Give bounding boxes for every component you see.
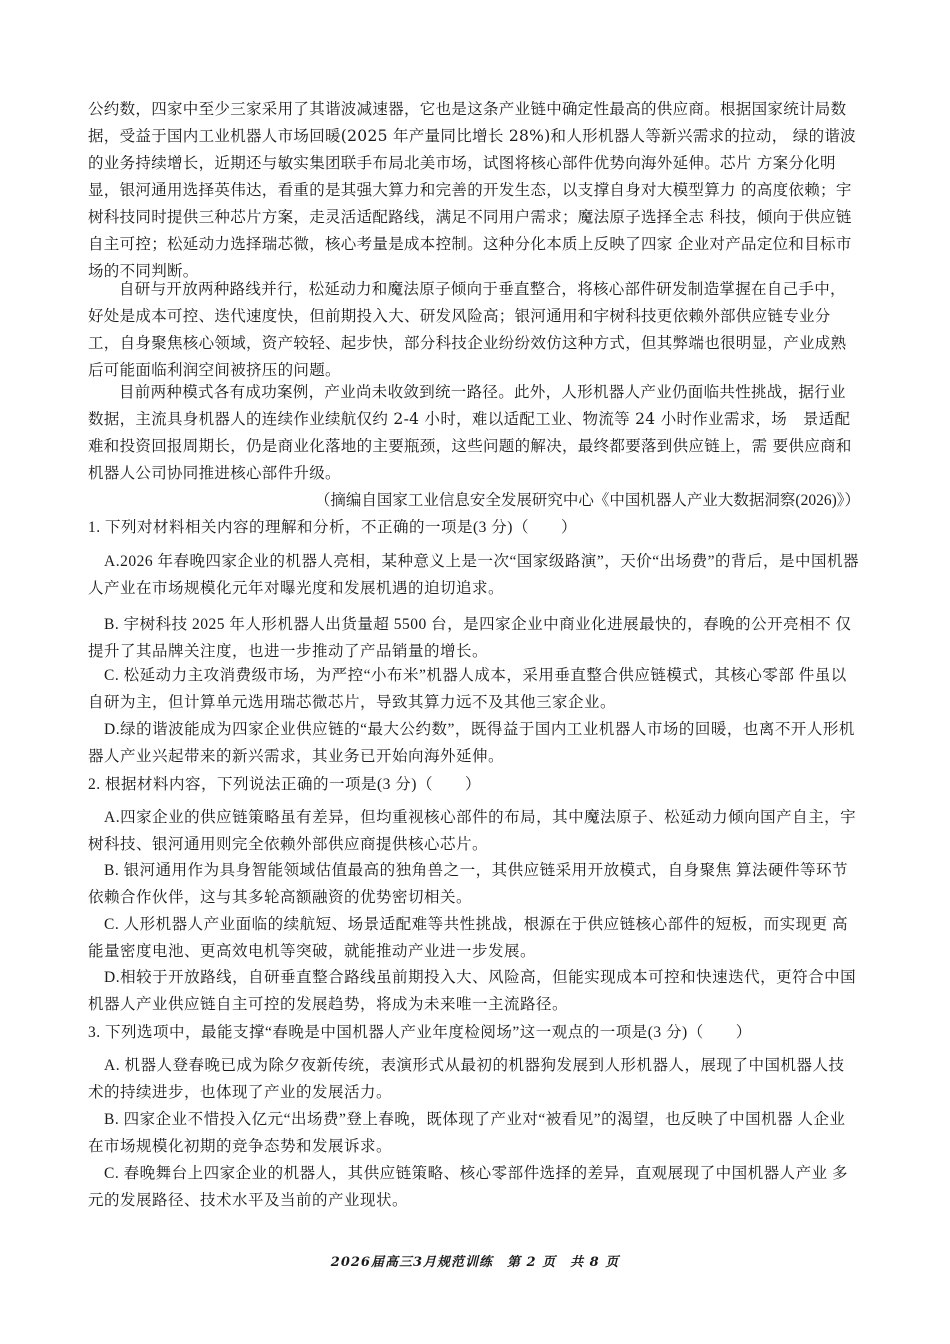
question-3-option-a: A. 机器人登春晚已成为除夕夜新传统，表演形式从最初的机器狗发展到人形机器人，展现了中国机器人技术的持续进步，也体现了产业的发展活力。: [88, 1057, 845, 1101]
question-3-stem: 3. 下列选项中，最能支撑“春晚是中国机器人产业年度检阅场”这一观点的一项是(3 分)（ ）: [88, 1024, 752, 1041]
question-2-stem: 2. 根据材料内容，下列说法正确的一项是(3 分)（ ）: [88, 776, 481, 793]
question-1-option-a: A.2026 年春晚四家企业的机器人亮相，某种意义上是一次“国家级路演”，天价“出场费”的背后，是中国机器人产业在市场规模化元年对曝光度和发展机遇的迫切追求。: [88, 553, 859, 597]
question-2-option-c: C. 人形机器人产业面临的续航短、场景适配难等共性挑战，根源在于供应链核心部件的短板，而实现更 高能量密度电池、更高效电机等突破，就能推动产业进一步发展。: [88, 916, 848, 960]
question-1-option-b: B. 宇树科技 2025 年人形机器人出货量超 5500 台，是四家企业中商业化进展最快的，春晚的公开亮相不 仅提升了其品牌关注度，也进一步推动了产品销量的增长。: [88, 616, 852, 660]
page-footer: 2026届高三3月规范训练 第 2 页 共 8 页: [330, 1255, 620, 1270]
question-2-option-a: A.四家企业的供应链策略虽有差异，但均重视核心部件的布局，其中魔法原子、松延动力倾向国产自主，宇树科技、银河通用则完全依赖外部供应商提供核心芯片。: [88, 809, 857, 853]
question-3-option-c: C. 春晚舞台上四家企业的机器人，其供应链策略、核心零部件选择的差异，直观展现了中国机器人产业 多元的发展路径、技术水平及当前的产业现状。: [88, 1165, 848, 1209]
question-3-option-b: B. 四家企业不惜投入亿元“出场费”登上春晚，既体现了产业对“被看见”的渴望，也反映了中国机器 人企业在市场规模化初期的竞争态势和发展诉求。: [88, 1111, 846, 1155]
question-2-option-d: D.相较于开放路线，自研垂直整合路线虽前期投入大、风险高，但能实现成本可控和快速迭代，更符合中国机器人产业供应链自主可控的发展趋势，将成为未来唯一主流路径。: [88, 969, 857, 1013]
question-1-option-c: C. 松延动力主攻消费级市场，为严控“小布米”机器人成本，采用垂直整合供应链模式，其核心零部 件虽以自研为主，但计算单元选用瑞芯微芯片，导致其算力远不及其他三家企业。: [88, 667, 847, 711]
source-citation: （摘编自国家工业信息安全发展研究中心《中国机器人产业大数据洞察(2026)》）: [314, 492, 860, 509]
passage-paragraph-2: 自研与开放两种路线并行，松延动力和魔法原子倾向于垂直整合，将核心部件研发制造掌握在自己手中，好处是成本可控、迭代速度快，但前期投入大、研发风险高；银河通用和宇树科技更依赖外部供应链专业分工，自身聚焦核心领域，资产较轻、起步快，部分科技企业纷纷效仿这种方式，但其弊端也很明显，产业成熟后可能面临利润空间被挤压的问题。: [88, 280, 847, 379]
passage-paragraph-3: 目前两种模式各有成功案例，产业尚未收敛到统一路径。此外，人形机器人产业仍面临共性挑战，据行业数据，主流具身机器人的连续作业续航仅约 2-4 小时，难以适配工业、物流等 24 小时作业需求，场 景适配难和投资回报周期长，仍是商业化落地的主要瓶颈，这些问题的解决，最终都要落到供应链上，需 要供应商和机器人公司协同推进核心部件升级。: [88, 383, 852, 482]
question-2-option-b: B. 银河通用作为具身智能领域估值最高的独角兽之一，其供应链采用开放模式，自身聚焦 算法硬件等环节依赖合作伙伴，这与其多轮高额融资的优势密切相关。: [88, 862, 848, 906]
passage-paragraph-1: 公约数，四家中至少三家采用了其谐波减速器，它也是这条产业链中确定性最高的供应商。根据国家统计局数据，受益于国内工业机器人市场回暖(2025 年产量同比增长 28%)和人形机器人等新兴需求的拉动， 绿的谐波的业务持续增长，近期还与敏实集团联手布局北美市场，试图将核心部件优势向海外延伸。芯片 方案分化明显，银河通用选择英伟达，看重的是其强大算力和完善的开发生态，以支撑自身对大模型算力 的高度依赖；宇树科技同时提供三种芯片方案，走灵活适配路线，满足不同用户需求；魔法原子选择全志 科技，倾向于供应链自主可控；松延动力选择瑞芯微，核心考量是成本控制。这种分化本质上反映了四家 企业对产品定位和目标市场的不同判断。: [88, 100, 856, 280]
question-1-stem: 1. 下列对材料相关内容的理解和分析，不正确的一项是(3 分)（ ）: [88, 519, 577, 536]
question-1-option-d: D.绿的谐波能成为四家企业供应链的“最大公约数”，既得益于国内工业机器人市场的回暖，也离不开人形机器人产业兴起带来的新兴需求，其业务已开始向海外延伸。: [88, 721, 855, 765]
